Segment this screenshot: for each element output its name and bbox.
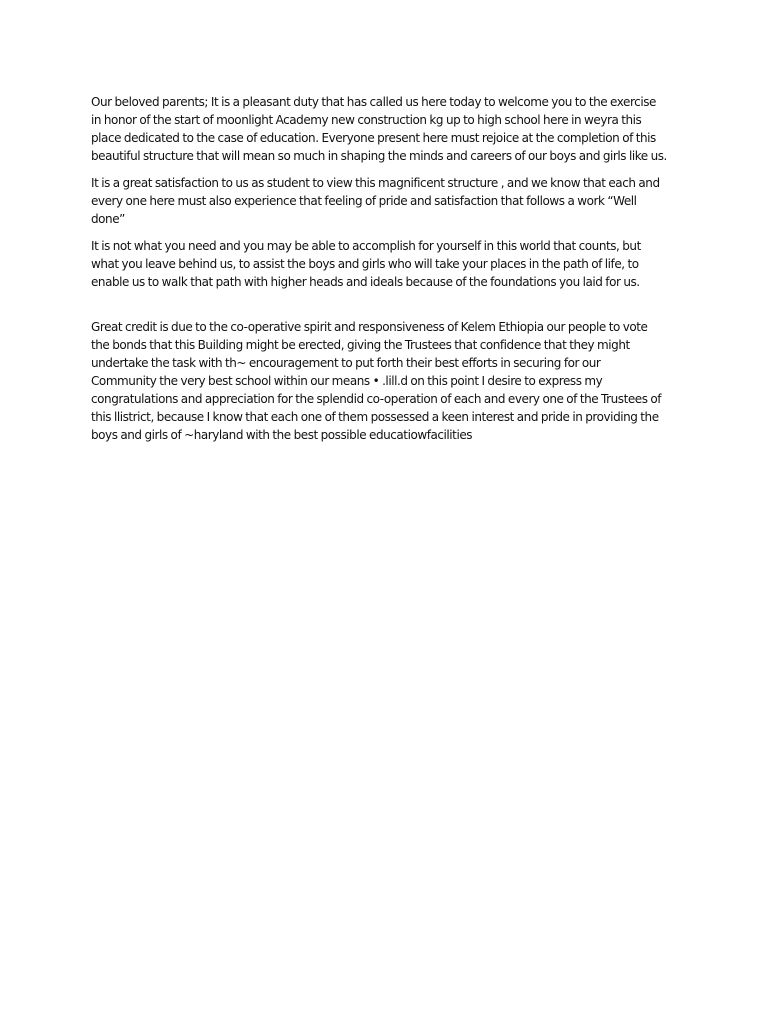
paragraph-legacy: [91, 237, 691, 291]
text-line: It is not what you need and you may be able to accomplish for yourself in this world that counts, but: [91, 239, 641, 253]
text-line: done”: [91, 212, 125, 226]
paragraph-satisfaction: [91, 174, 691, 228]
text-line: enable us to walk that path with higher heads and ideals because of the foundations you laid for us.: [91, 275, 640, 289]
paragraph-credit: [91, 318, 691, 444]
paragraph-welcome: [91, 93, 691, 165]
text-line: what you leave behind us, to assist the boys and girls who will take your places in the path of life, to: [91, 257, 639, 271]
text-line: place dedicated to the case of education. Everyone present here must rejoice at the completion of this: [91, 131, 656, 145]
text-line: congratulations and appreciation for the splendid co-operation of each and every one of the Trustees of: [91, 392, 662, 406]
text-line: in honor of the start of moonlight Academy new construction kg up to high school here in weyra this: [91, 113, 642, 127]
text-line: every one here must also experience that feeling of pride and satisfaction that follows a work “Well: [91, 194, 637, 208]
text-line: Our beloved parents; It is a pleasant duty that has called us here today to welcome you to the exercise: [91, 95, 656, 109]
text-line: boys and girls of ~haryland with the best possible educatiowfacilities: [91, 428, 473, 442]
text-line: undertake the task with th~ encouragement to put forth their best efforts in securing for our: [91, 356, 601, 370]
text-line: this llistrict, because I know that each one of them possessed a keen interest and pride in providing the: [91, 410, 659, 424]
text-line: Community the very best school within our means • .lill.d on this point I desire to express my: [91, 374, 603, 388]
text-line: It is a great satisfaction to us as student to view this magnificent structure , and we know that each and: [91, 176, 660, 190]
document-body: [91, 93, 691, 453]
text-line: the bonds that this Building might be erected, giving the Trustees that confidence that they might: [91, 338, 630, 352]
text-line: beautiful structure that will mean so much in shaping the minds and careers of our boys and girls like us.: [91, 149, 667, 163]
text-line: Great credit is due to the co-operative spirit and responsiveness of Kelem Ethiopia our people to vote: [91, 320, 648, 334]
